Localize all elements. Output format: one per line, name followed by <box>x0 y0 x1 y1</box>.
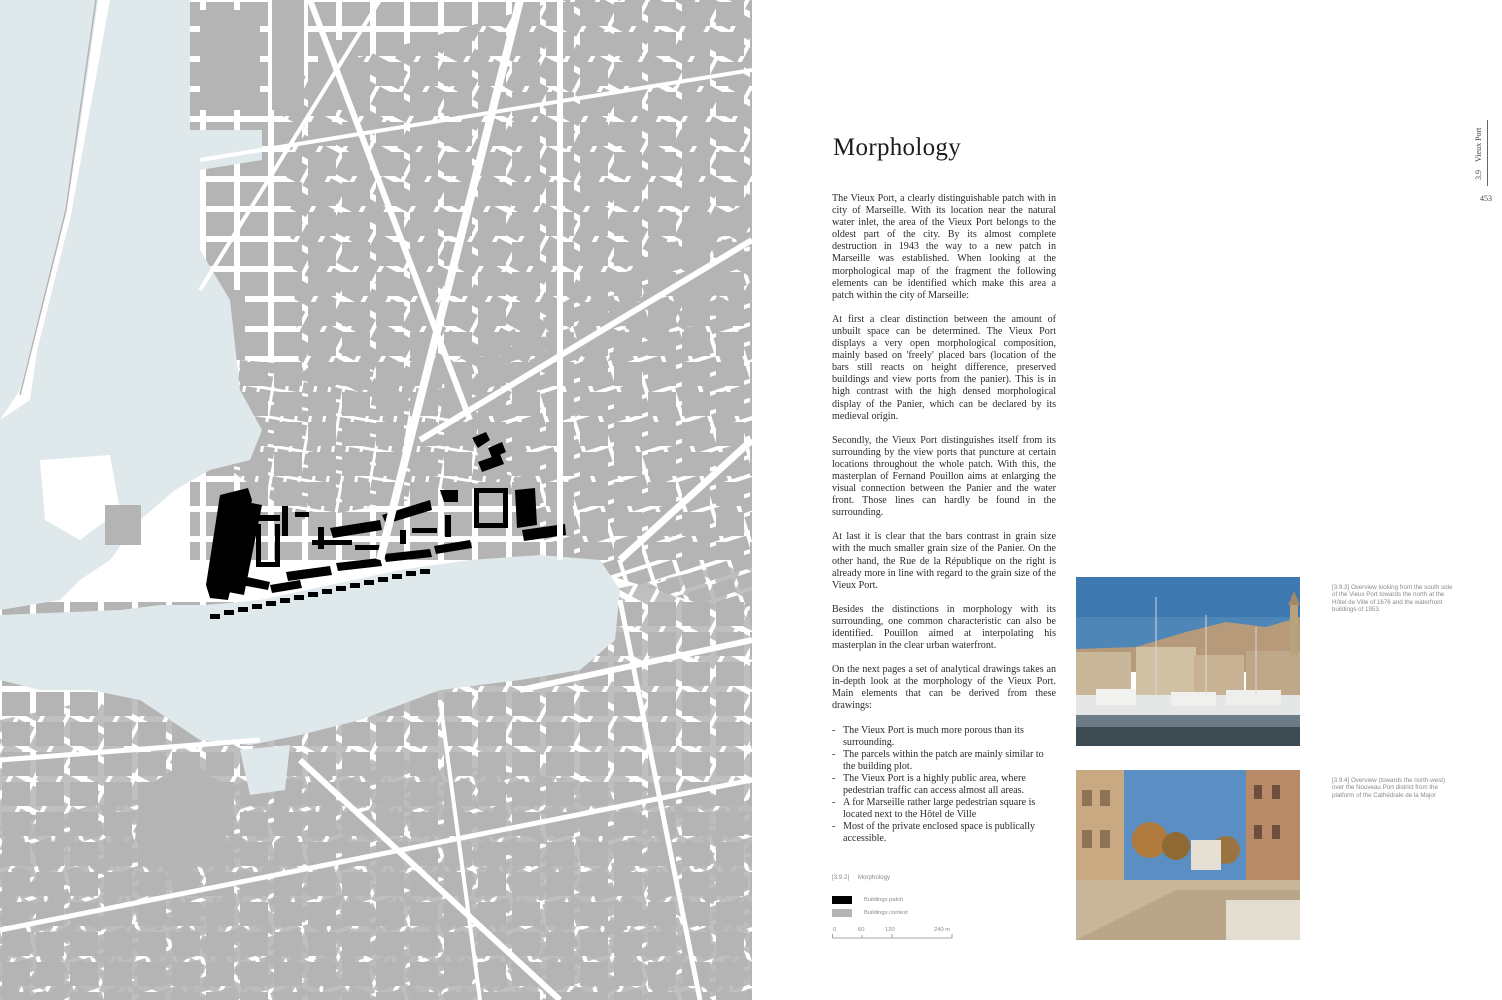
list-item: - The Vieux Port is much more porous than its surrounding. <box>832 725 1056 749</box>
photo-square <box>1076 770 1300 940</box>
list-item: - The Vieux Port is a highly public area, where pedestrian traffic can access almost all areas. <box>832 773 1056 797</box>
photo-caption-number: [3.9.3] <box>1332 584 1350 591</box>
paragraph: The Vieux Port, a clearly distinguishable patch with in city of Marseille. With its location near the natural water inlet, the area of the Vieux Port belongs to the oldest part of the city. By its almost complete destruction in 1943 the way to a new patch in Marseille was established. When looking at the morphological map of the fragment the following elements can be identified which make this area a patch within the city of Marseille: <box>832 193 1056 301</box>
photo-caption-2 <box>1332 777 1458 799</box>
scale-label: 60 <box>858 927 865 933</box>
scale-label: 0 <box>833 927 837 933</box>
page-title: Morphology <box>833 134 961 161</box>
paragraph: Secondly, the Vieux Port distinguishes itself from its surrounding by the view ports that puncture at certain locations throughout the whole patch. With this, the masterplan of Fernand Pouillon aims at enlarging the visual connection between the Panier and the water front. Those lines can hardly be found in the surrounding. <box>832 434 1056 519</box>
running-header-text <box>1474 128 1483 180</box>
photo-caption-number: [3.9.4] <box>1332 777 1350 784</box>
running-header <box>1474 120 1488 180</box>
figure-label-text: Morphology <box>857 874 891 881</box>
scale-label: 120 <box>885 927 895 933</box>
page-number: 453 <box>1480 194 1492 203</box>
section-name: Vieux Port <box>1474 127 1483 162</box>
legend-label-context: Buildings context <box>864 910 908 916</box>
paragraph: At first a clear distinction between the amount of unbuilt space can be determined. The Vieux Port displays a very open morphological composition, mainly based on 'freely' placed bars (location of the bars still reacts on height difference, preserved buildings and view ports from the panier). This is in high contrast with the high densed morphological display of the Panier, which can be declared by its medieval origin. <box>832 313 1056 422</box>
body-text <box>832 193 1056 846</box>
paragraph: At last it is clear that the bars contrast in grain size with the much smaller grain size of the Panier. On the other hand, the Rue de la République on the right is already more in line with regard to the grain size of the Vieux Port. <box>832 531 1056 591</box>
legend-label-patch: Buildings patch <box>864 897 904 903</box>
header-rule <box>1487 120 1488 186</box>
photo-vieux-port <box>1076 577 1300 746</box>
legend-swatch-patch <box>832 896 852 904</box>
section-number: 3.9 <box>1474 170 1483 180</box>
paragraph: On the next pages a set of analytical drawings takes an in-depth look at the morphology of the Vieux Port. Main elements that can be derived from these drawings: <box>832 664 1056 712</box>
photo-caption-text: Overview (towards the north-west) over the Nouveau Port district from the platform of the Cathédrale de la Major <box>1332 777 1446 799</box>
photo-caption-text: Overview looking from the south side of the Vieux Port towards the north at the Hôtel de Ville of 1676 and the waterfront buildings of 1953. <box>1332 584 1453 614</box>
figure-label-number: [3.9.2] <box>832 874 850 881</box>
paragraph: Besides the distinctions in morphology with its surrounding, one common characteristic can also be identified. Pouillon aimed at interpolating his masterplan in the clear urban waterfront. <box>832 603 1056 652</box>
figure-label <box>832 874 890 881</box>
legend-swatch-context <box>832 909 852 917</box>
bullet-list <box>832 725 1056 846</box>
list-item: - The parcels within the patch are mainly similar to the building plot. <box>832 749 1056 773</box>
list-item: - Most of the private enclosed space is publically accessible. <box>832 821 1056 845</box>
text-page <box>752 0 1502 1000</box>
photo-caption-1 <box>1332 584 1458 614</box>
list-item: - A for Marseille rather large pedestrian square is located next to the Hôtel de Ville <box>832 797 1056 821</box>
scale-label: 240 m <box>934 927 951 933</box>
